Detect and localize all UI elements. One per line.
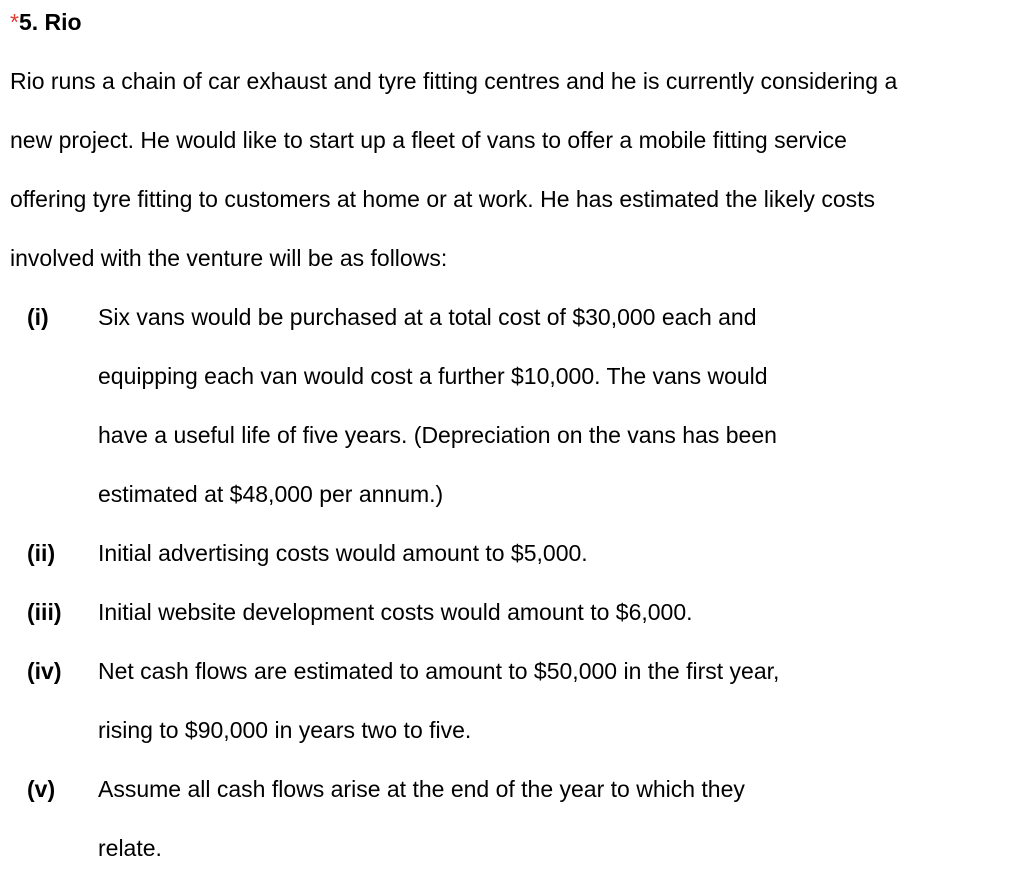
question-title [10,8,82,36]
item-text [98,583,1015,642]
item-line: equipping each van would cost a further $10,000. The vans would [98,363,768,389]
item-text [98,288,1015,524]
item-number: (i) [27,304,49,330]
item-number: (ii) [27,540,56,566]
question-title-text: 5. Rio [18,9,82,35]
item-line: Six vans would be purchased at a total cost of $30,000 each and [98,304,757,330]
list-item [10,642,1015,760]
item-text [98,760,1015,878]
item-line: Assume all cash flows arise at the end of the year to which they [98,776,745,802]
item-number: (iii) [27,599,62,625]
item-line: Initial website development costs would amount to $6,000. [98,599,693,625]
list-item [10,288,1015,524]
list-item [10,760,1015,878]
item-number: (iv) [27,658,62,684]
item-text [98,642,1015,760]
list-item [10,524,1015,583]
item-text [98,524,1015,583]
intro-line: Rio runs a chain of car exhaust and tyre fitting centres and he is currently considering a [10,68,898,94]
list-item [10,583,1015,642]
intro-line: offering tyre fitting to customers at home or at work. He has estimated the likely costs [10,186,876,212]
item-line: estimated at $48,000 per annum.) [98,481,444,507]
cost-list [10,288,1015,878]
item-line: have a useful life of five years. (Depreciation on the vans has been [98,422,777,448]
item-line: rising to $90,000 in years two to five. [98,717,472,743]
item-number: (v) [27,776,56,802]
item-line: relate. [98,835,162,861]
intro-paragraph [10,52,1015,288]
intro-line: involved with the venture will be as follows: [10,245,448,271]
item-line: Initial advertising costs would amount to $5,000. [98,540,588,566]
intro-line: new project. He would like to start up a fleet of vans to offer a mobile fitting service [10,127,847,153]
asterisk-marker: * [10,9,19,35]
item-line: Net cash flows are estimated to amount to $50,000 in the first year, [98,658,780,684]
